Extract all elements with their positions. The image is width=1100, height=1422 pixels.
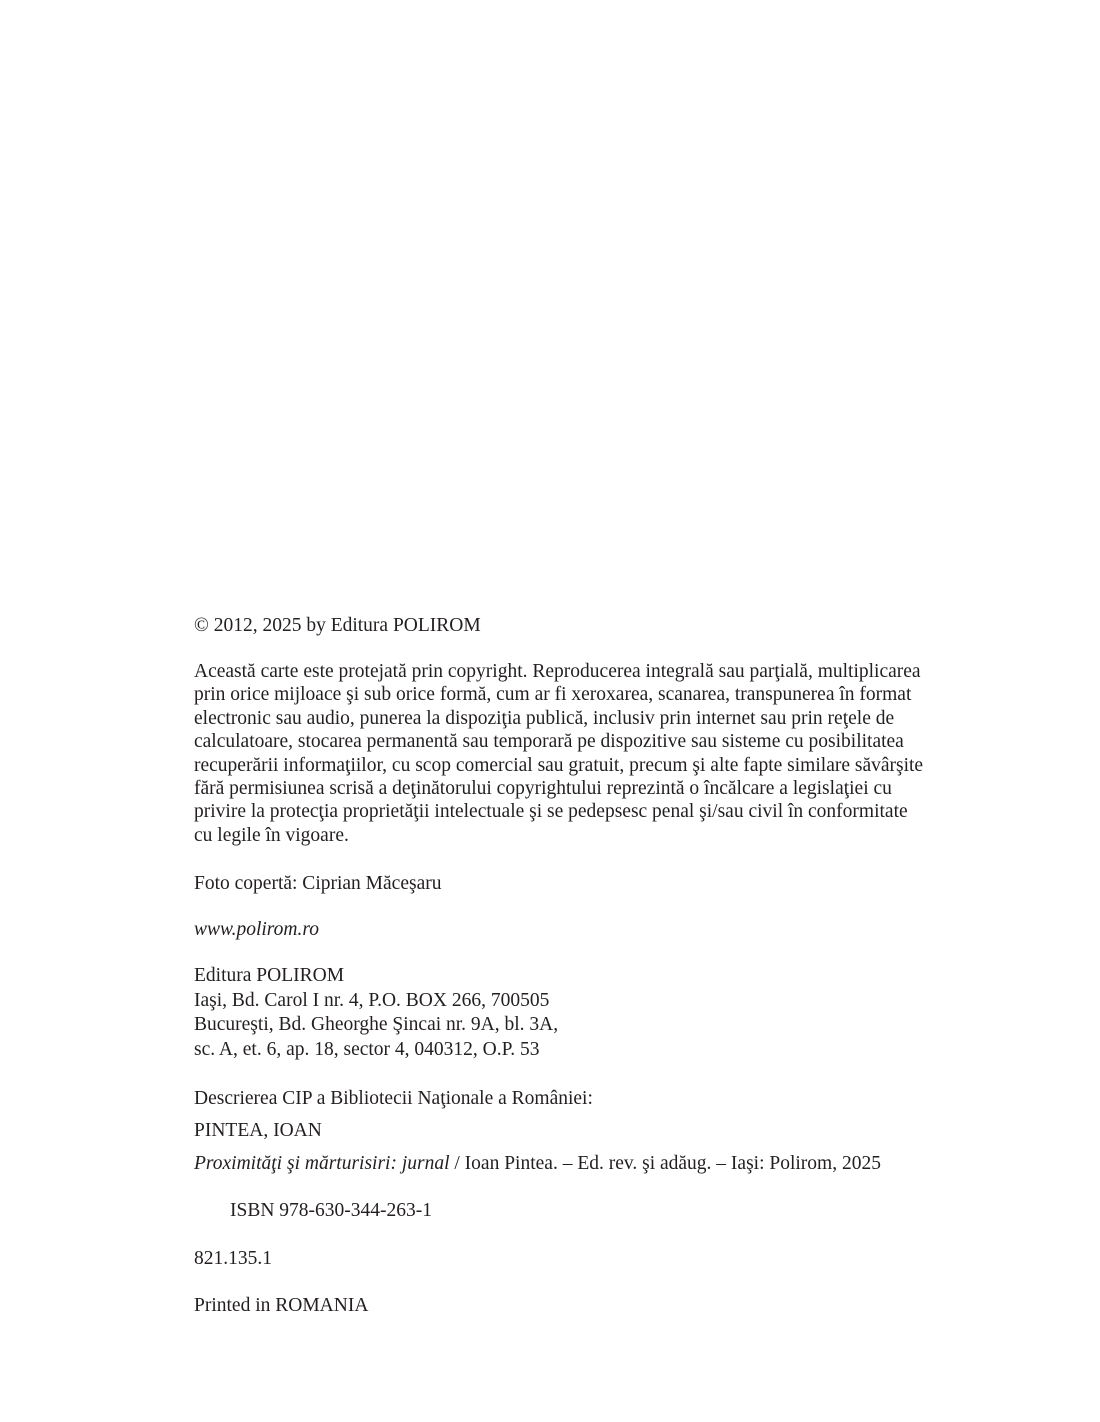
cip-heading: Descrierea CIP a Bibliotecii Naţionale a României: [194,1088,593,1109]
legal-notice-line: electronic sau audio, punerea la dispoziţia publică, inclusiv prin internet sau prin reţele de [194,707,895,729]
legal-notice-line: recuperării informaţiilor, cu scop comercial sau gratuit, precum şi alte fapte similare săvârşite [194,754,924,776]
classification-code: 821.135.1 [194,1248,272,1269]
isbn: ISBN 978-630-344-263-1 [230,1200,433,1221]
printed-in: Printed in ROMANIA [194,1295,369,1316]
cip-description [194,1152,914,1175]
copyright-line: © 2012, 2025 by Editura POLIROM [194,615,481,636]
legal-notice [194,660,924,847]
legal-notice-line: calculatoare, stocarea permanentă sau temporară pe dispozitive sau sisteme cu posibilitatea [194,731,904,753]
cip-author: PINTEA, IOAN [194,1120,322,1141]
legal-notice-line: fără permisiunea scrisă a deţinătorului copyrightului reprezintă o încălcare a legislaţiei cu [194,778,892,800]
cip-book-title: Proximităţi şi mărturisiri: jurnal [194,1153,450,1174]
legal-notice-line: Această carte este protejată prin copyright. Reproducerea integrală sau parţială, multiplicarea [194,661,921,682]
publisher-address [194,964,914,1062]
legal-notice-line: prin orice mijloace şi sub orice formă, cum ar fi xeroxarea, scanarea, transpunerea în format [194,684,912,706]
legal-notice-line: cu legile în vigoare. [194,824,349,846]
address-iasi: Iaşi, Bd. Carol I nr. 4, P.O. BOX 266, 700505 [194,989,550,1011]
cip-description-rest: / Ioan Pintea. – Ed. rev. şi adăug. – Iaşi: Polirom, 2025 [449,1153,881,1174]
publisher-website: www.polirom.ro [194,919,319,940]
address-bucuresti-line-2: sc. A, et. 6, ap. 18, sector 4, 040312, O.P. 53 [194,1038,540,1060]
cover-photo-credit: Foto copertă: Ciprian Măceşaru [194,873,442,894]
publisher-name: Editura POLIROM [194,965,345,986]
legal-notice-line: privire la protecţia proprietăţii intelectuale şi se pedepsesc penal şi/sau civil în conformitate [194,801,908,823]
address-bucuresti-line-1: Bucureşti, Bd. Gheorghe Şincai nr. 9A, bl. 3A, [194,1014,559,1035]
